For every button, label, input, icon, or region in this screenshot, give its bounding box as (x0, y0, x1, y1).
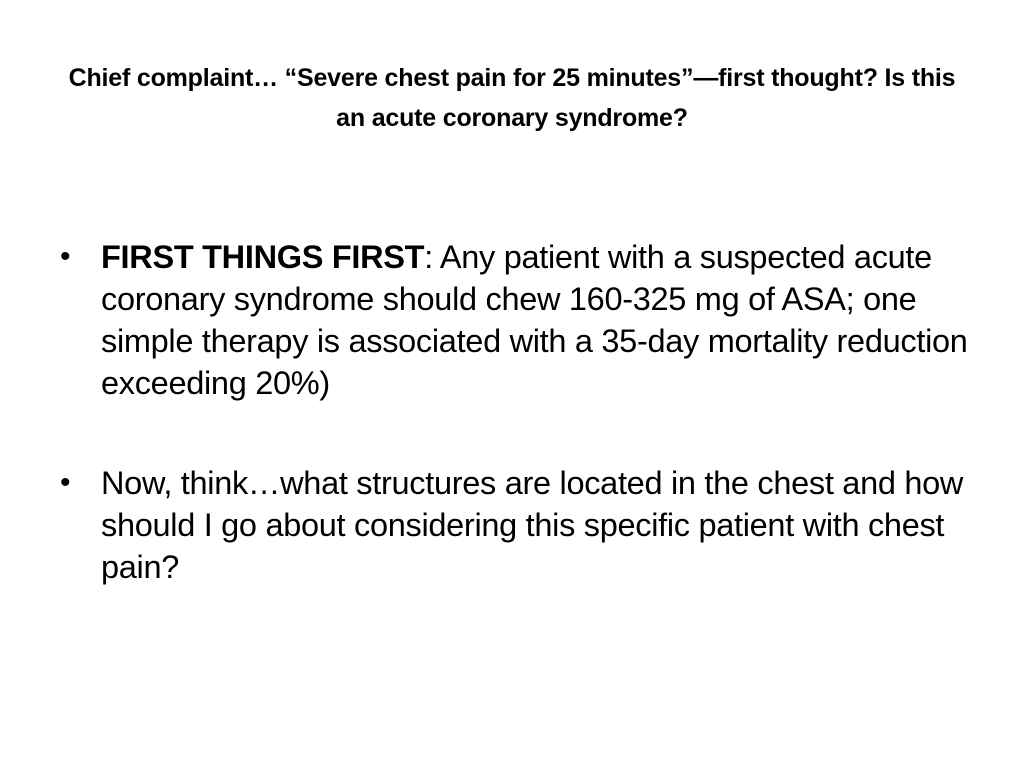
bullet-icon: • (60, 466, 71, 499)
bullet-text: Now, think…what structures are located in the chest and how should I go about considering this specific patient with chest pain? (101, 465, 964, 585)
bullet-item-chest-structures (60, 462, 980, 588)
bullet-item-aspirin (60, 236, 980, 404)
bullet-list (60, 236, 980, 588)
slide-title: Chief complaint… “Severe chest pain for 25 minutes”—first thought? Is this an acute coronary syndrome? (68, 64, 956, 132)
bullet-text: : Any patient with a suspected acute coronary syndrome should chew 160-325 mg of ASA; one simple therapy is associated with a 35-day mortality reduction exceeding 20%) (101, 239, 968, 401)
bullet-icon: • (60, 240, 71, 273)
bullet-emphasis: FIRST THINGS FIRST (101, 239, 425, 275)
